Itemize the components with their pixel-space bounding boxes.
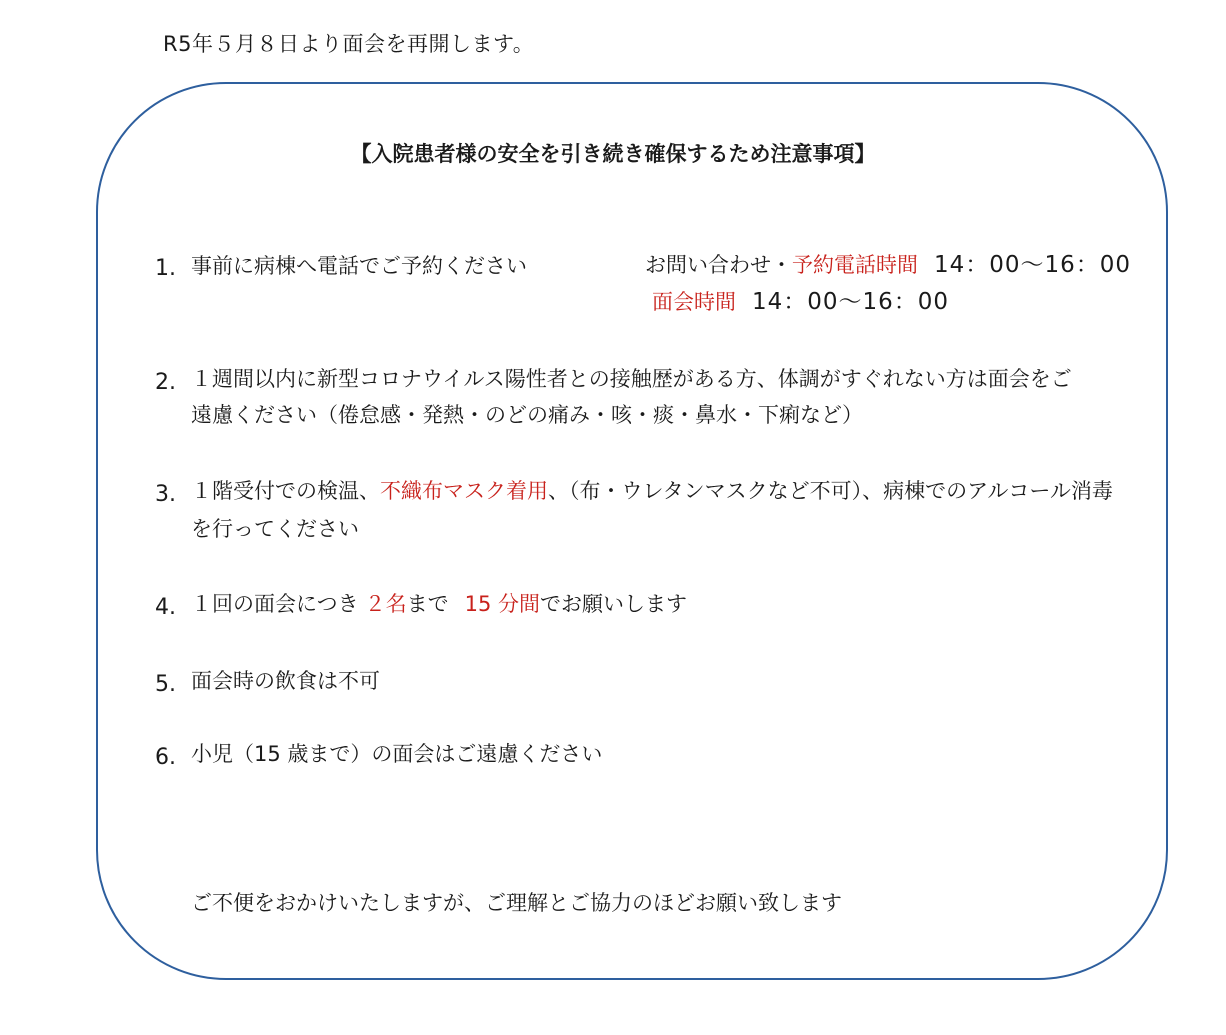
item-2-line2: 遠慮ください（倦怠感・発熱・のどの痛み・咳・痰・鼻水・下痢など） <box>191 403 863 427</box>
item-4-text <box>191 594 687 615</box>
item-3-text-a: １階受付での検温、 <box>191 479 380 503</box>
reopening-notice: R5年５月８日より面会を再開します。 <box>163 32 535 56</box>
inquiry-hours <box>645 254 1131 277</box>
item-3-line2: を行ってください <box>191 517 359 541</box>
inquiry-time-label: 予約電話時間 <box>792 253 918 277</box>
item-4-text-e: でお願いします <box>540 592 687 616</box>
inquiry-time: 14：00〜16：00 <box>934 252 1132 278</box>
item-2-number: 2. <box>155 370 176 395</box>
item-4-number: 4. <box>155 595 176 620</box>
visit-hours <box>652 291 949 314</box>
item-3-line1 <box>191 481 1113 502</box>
notice-title: 【入院患者様の安全を引き続き確保するため注意事項】 <box>350 142 876 166</box>
item-4-text-c: まで <box>406 592 449 616</box>
item-4-people-count: ２名 <box>364 592 407 616</box>
item-5-text: 面会時の飲食は不可 <box>191 669 380 693</box>
item-3-number: 3. <box>155 482 176 507</box>
item-6-text: 小児（15 歳まで）の面会はご遠慮ください <box>191 742 603 766</box>
item-4-text-a: １回の面会につき <box>191 592 359 616</box>
item-6-number: 6. <box>155 745 176 770</box>
closing-message: ご不便をおかけいたしますが、ご理解とご協力のほどお願い致します <box>191 891 842 915</box>
item-1-number: 1. <box>155 256 176 281</box>
item-1-text: 事前に病棟へ電話でご予約ください <box>191 254 527 278</box>
item-4-duration: 15 分間 <box>464 592 540 616</box>
visit-time: 14：00〜16：00 <box>752 289 950 315</box>
item-3-text-c: 、（布・ウレタンマスクなど不可）、病棟でのアルコール消毒 <box>548 479 1113 503</box>
inquiry-label: お問い合わせ・ <box>645 253 792 277</box>
item-3-mask-highlight: 不織布マスク着用 <box>380 479 548 503</box>
item-5-number: 5. <box>155 672 176 697</box>
item-2-line1: １週間以内に新型コロナウイルス陽性者との接触歴がある方、体調がすぐれない方は面会をご <box>191 367 1072 391</box>
visit-time-label: 面会時間 <box>652 290 736 314</box>
